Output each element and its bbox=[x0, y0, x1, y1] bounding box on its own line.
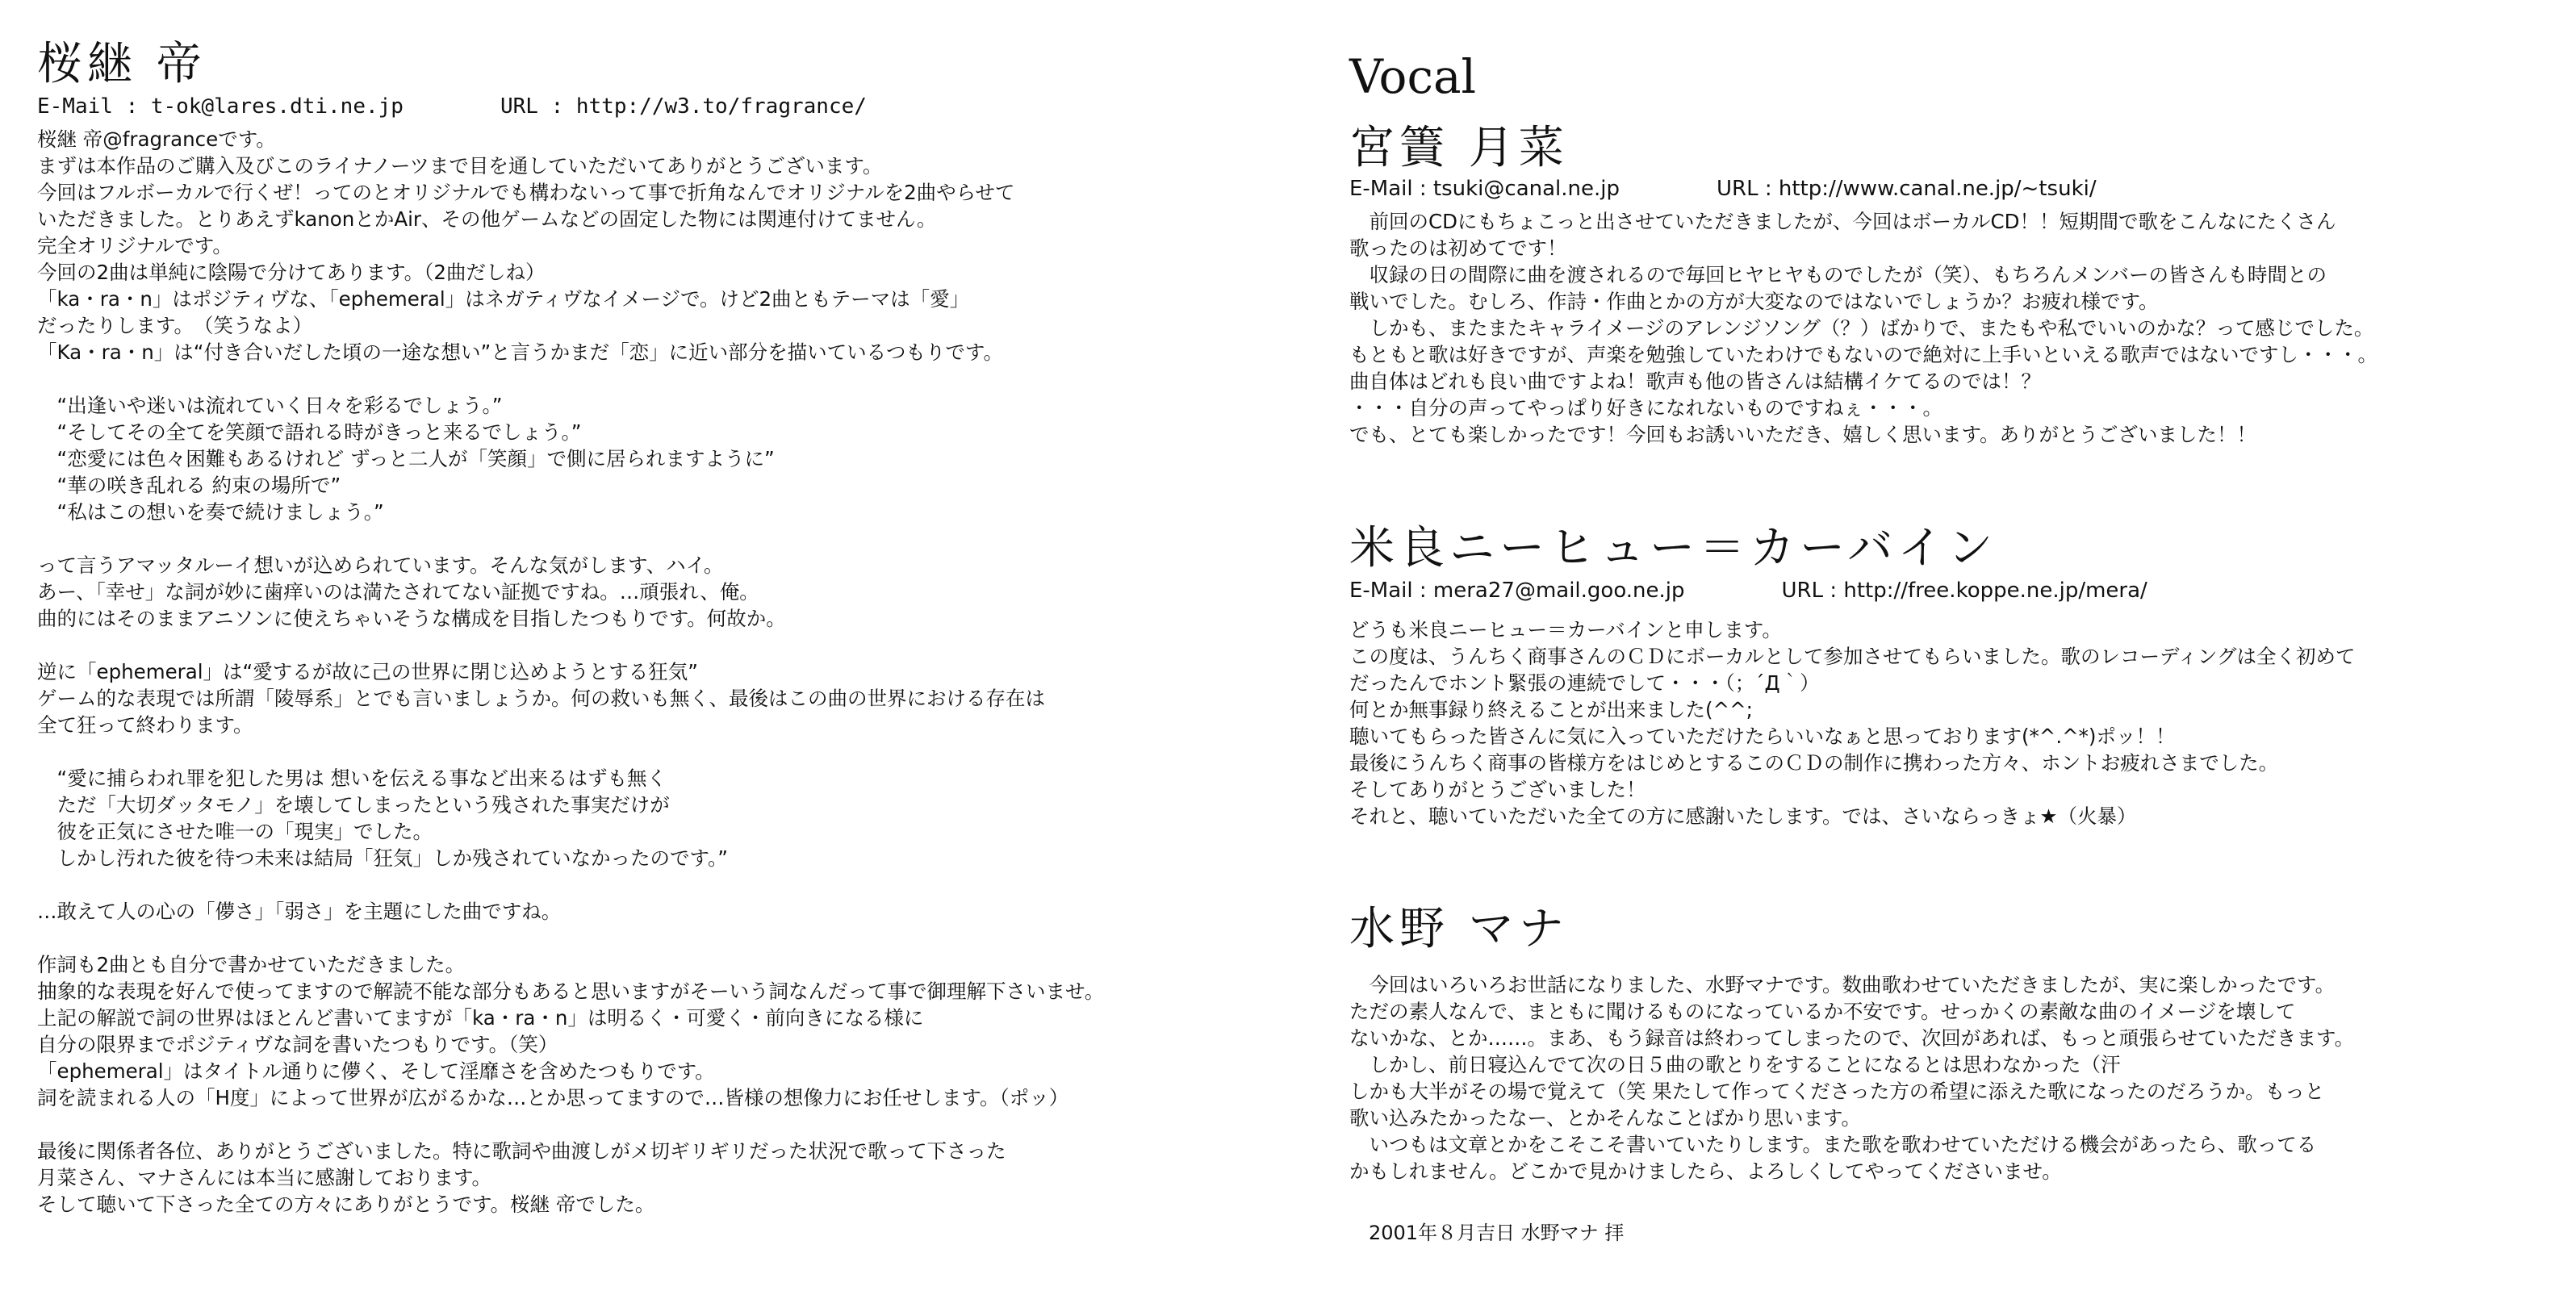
vocalist-notes bbox=[1349, 208, 2377, 448]
text-line: 曲的にはそのままアニソンに使えちゃいそうな構成を目指したつもりです。何故か。 bbox=[37, 607, 786, 630]
signature: 2001年８月吉日 水野マナ 拝 bbox=[1369, 1222, 1625, 1244]
text-line: しかし、前日寝込んでて次の日５曲の歌とりをすることになるとは思わなかった（汗 bbox=[1349, 1053, 2121, 1076]
text-line: 月菜さん、マナさんには本当に感謝しております。 bbox=[37, 1166, 492, 1189]
text-line: ただ「大切ダッタモノ」を壊してしまったという残された事実だけが bbox=[37, 793, 670, 817]
text-line: 今回はフルボーカルで行くぜ！ってのとオリジナルでも構わないって事で折角なんでオリジナルを2曲やらせて bbox=[37, 181, 1015, 204]
text-line: それと、聴いていただいた全ての方に感謝いたします。では、さいならっきょ★（火暴） bbox=[1349, 804, 2137, 828]
text-line: しかし汚れた彼を待つ未来は結局「狂気」しか残されていなかったのです。” bbox=[37, 846, 728, 870]
text-line: 今回の2曲は単純に陰陽で分けてあります。（2曲だしね） bbox=[37, 261, 546, 284]
text-line: しかも、またまたキャライメージのアレンジソング（？）ばかりで、またもや私でいいのかな？って感じでした。 bbox=[1349, 316, 2374, 340]
text-line: ただの素人なんで、まともに聞けるものになっているか不安です。せっかくの素敵な曲のイメージを壊して bbox=[1349, 1000, 2296, 1023]
text-line: 歌ったのは初めてです！ bbox=[1349, 236, 1567, 260]
text-line: 彼を正気にさせた唯一の「現実」でした。 bbox=[37, 820, 433, 843]
text-line: いただきました。とりあえずkanonとかAir、その他ゲームなどの固定した物には関連付けてません。 bbox=[37, 207, 937, 231]
text-line: そして聴いて下さった全ての方々にありがとうです。桜継 帝でした。 bbox=[37, 1193, 655, 1216]
blank-line bbox=[37, 525, 1104, 552]
text-line: “華の咲き乱れる 約束の場所で” bbox=[37, 474, 341, 497]
text-line: あー、「幸せ」な詞が妙に歯痒いのは満たされてない証拠ですね。…頑張れ、俺。 bbox=[37, 580, 759, 604]
text-line: 作詞も2曲とも自分で書かせていただきました。 bbox=[37, 953, 466, 976]
text-line: でも、とても楽しかったです！今回もお誘いいただき、嬉しく思います。ありがとうございました！！ bbox=[1349, 423, 2257, 446]
text-line: 上記の解説で詞の世界はほとんど書いてますが「ka・ra・n」は明るく・可愛く・前向きになる様に bbox=[37, 1006, 924, 1030]
author-name: 桜継 帝 bbox=[37, 38, 207, 90]
text-line: どうも米良ニーヒュー＝カーバインと申します。 bbox=[1349, 618, 1782, 641]
text-line: 前回のCDにもちょこっと出させていただきましたが、今回はボーカルCD！！短期間で歌をこんなにたくさん bbox=[1349, 210, 2336, 233]
text-line: 桜継 帝@fragranceです。 bbox=[37, 127, 276, 151]
vocalist-email: E-Mail : tsuki@canal.ne.jp bbox=[1349, 177, 1620, 201]
text-line: “恋愛には色々困難もあるけれど ずっと二人が「笑顔」で側に居られますように” bbox=[37, 447, 775, 470]
blank-line bbox=[37, 632, 1104, 658]
text-line: 最後に関係者各位、ありがとうございました。特に歌詞や曲渡しがメ切ギリギリだった状況で歌って下さった bbox=[37, 1139, 1006, 1163]
text-line: だったんでホント緊張の連続でして・・・（；´Д｀） bbox=[1349, 671, 1820, 695]
blank-line bbox=[37, 1111, 1104, 1138]
text-line: そしてありがとうございました！ bbox=[1349, 778, 1646, 801]
vocalist-url: URL : http://www.canal.ne.jp/~tsuki/ bbox=[1717, 177, 2097, 201]
text-line: って言うアマッタルーイ想いが込められています。そんな気がします、ハイ。 bbox=[37, 554, 724, 577]
text-line: かもしれません。どこかで見かけましたら、よろしくしてやってくださいませ。 bbox=[1349, 1159, 2062, 1183]
text-line: しかも大半がその場で覚えて（笑 果たして作ってくださった方の希望に添えた歌になったのだろうか。もっと bbox=[1349, 1080, 2325, 1103]
text-line: 曲自体はどれも良い曲ですよね！歌声も他の皆さんは結構イケてるのでは！？ bbox=[1349, 370, 2042, 393]
vocalist-name: 米良ニーヒュー＝カーバイン bbox=[1349, 522, 1998, 574]
text-line: 全て狂って終わります。 bbox=[37, 713, 253, 737]
text-line: 最後にうんちく商事の皆様方をはじめとするこのＣＤの制作に携わった方々、ホントお疲れさまでした。 bbox=[1349, 751, 2279, 775]
vocalist-notes bbox=[1349, 971, 2354, 1184]
text-line: いつもは文章とかをこそこそ書いていたりします。また歌を歌わせていただける機会があったら、歌ってる bbox=[1349, 1133, 2317, 1156]
text-line: ・・・自分の声ってやっぱり好きになれないものですねぇ・・・。 bbox=[1349, 396, 1942, 420]
text-line: 抽象的な表現を好んで使ってますので解読不能な部分もあると思いますがそーいう詞なんだって事で御理解下さいませ。 bbox=[37, 980, 1105, 1003]
vocalist-contact bbox=[1349, 176, 2097, 203]
vocalist-name: 宮簀 月菜 bbox=[1349, 122, 1569, 174]
vocal-heading: Vocal bbox=[1349, 49, 1477, 104]
text-line: …敢えて人の心の「儚さ」「弱さ」を主題にした曲ですね。 bbox=[37, 900, 562, 923]
text-line: 何とか無事録り終えることが出来ました(^^; bbox=[1349, 698, 1753, 721]
text-line: 「ephemeral」はタイトル通りに儚く、そして淫靡さを含めたつもりです。 bbox=[37, 1059, 715, 1083]
text-line: “私はこの想いを奏で続けましょう。” bbox=[37, 500, 384, 524]
text-line: 戦いでした。むしろ、作詩・作曲とかの方が大変なのではないでしょうか？お疲れ様です。 bbox=[1349, 290, 2159, 313]
blank-line bbox=[37, 738, 1104, 765]
text-line: “そしてその全てを笑顔で語れる時がきっと来るでしょう。” bbox=[37, 420, 582, 444]
text-line: “出逢いや迷いは流れていく日々を彩るでしょう。” bbox=[37, 394, 503, 417]
vocalist-name: 水野 マナ bbox=[1349, 903, 1569, 955]
vocalist-contact bbox=[1349, 578, 2147, 605]
author-url: URL : http://w3.to/fragrance/ bbox=[500, 94, 867, 119]
blank-line bbox=[37, 366, 1104, 392]
right-column bbox=[1349, 0, 2560, 1291]
blank-line bbox=[37, 925, 1104, 951]
vocalist-url: URL : http://free.koppe.ne.jp/mera/ bbox=[1781, 579, 2147, 603]
author-email: E-Mail : t-ok@lares.dti.ne.jp bbox=[37, 94, 404, 119]
vocalist-email: E-Mail : mera27@mail.goo.ne.jp bbox=[1349, 579, 1685, 603]
text-line: この度は、うんちく商事さんのＣＤにボーカルとして参加させてもらいました。歌のレコーディングは全く初めて bbox=[1349, 645, 2356, 668]
text-line: 自分の限界までポジティヴな詞を書いたつもりです。（笑） bbox=[37, 1033, 558, 1056]
text-line: もともと歌は好きですが、声楽を勉強していたわけでもないので絶対に上手いといえる歌声ではないですし・・・。 bbox=[1349, 343, 2377, 366]
author-notes bbox=[37, 126, 1104, 1218]
text-line: 完全オリジナルです。 bbox=[37, 234, 232, 257]
text-line: ないかな、とか……。まあ、もう録音は終わってしまったので、次回があれば、もっと頑張らせていただきます。 bbox=[1349, 1026, 2355, 1050]
text-line: 逆に「ephemeral」は“愛するが故に己の世界に閉じ込めようとする狂気” bbox=[37, 660, 698, 683]
blank-line bbox=[37, 871, 1104, 898]
left-column bbox=[37, 0, 1272, 1291]
text-line: “愛に捕らわれ罪を犯した男は 想いを伝える事など出来るはずも無く bbox=[37, 767, 667, 790]
text-line: 「ka・ra・n」はポジティヴな、「ephemeral」はネガティヴなイメージで。けど2曲ともテーマは「愛」 bbox=[37, 287, 970, 311]
text-line: 「Ka・ra・n」は“付き合いだした頃の一途な想い”と言うかまだ「恋」に近い部分を描いているつもりです。 bbox=[37, 341, 1003, 364]
text-line: 今回はいろいろお世話になりました、水野マナです。数曲歌わせていただきましたが、実に楽しかったです。 bbox=[1349, 973, 2336, 996]
text-line: だったりします。 （笑うなよ） bbox=[37, 314, 313, 337]
text-line: まずは本作品のご購入及びこのライナノーツまで目を通していただいてありがとうございます。 bbox=[37, 154, 883, 178]
author-contact bbox=[37, 94, 867, 121]
text-line: 聴いてもらった皆さんに気に入っていただけたらいいなぁと思っております(*^.^*)ポッ！！ bbox=[1349, 725, 2176, 748]
text-line: 詞を読まれる人の「H度」によって世界が広がるかな…とか思ってますので…皆様の想像力にお任せします。（ポッ） bbox=[37, 1086, 1069, 1109]
text-line: ゲーム的な表現では所謂「陵辱系」とでも言いましょうか。何の救いも無く、最後はこの曲の世界における存在は bbox=[37, 687, 1046, 710]
text-line: 歌い込みたかったなー、とかそんなことばかり思います。 bbox=[1349, 1106, 1862, 1130]
text-line: 収録の日の間際に曲を渡されるので毎回ヒヤヒヤものでしたが（笑）、もちろんメンバーの皆さんも時間との bbox=[1349, 263, 2327, 286]
vocalist-notes bbox=[1349, 616, 2356, 829]
